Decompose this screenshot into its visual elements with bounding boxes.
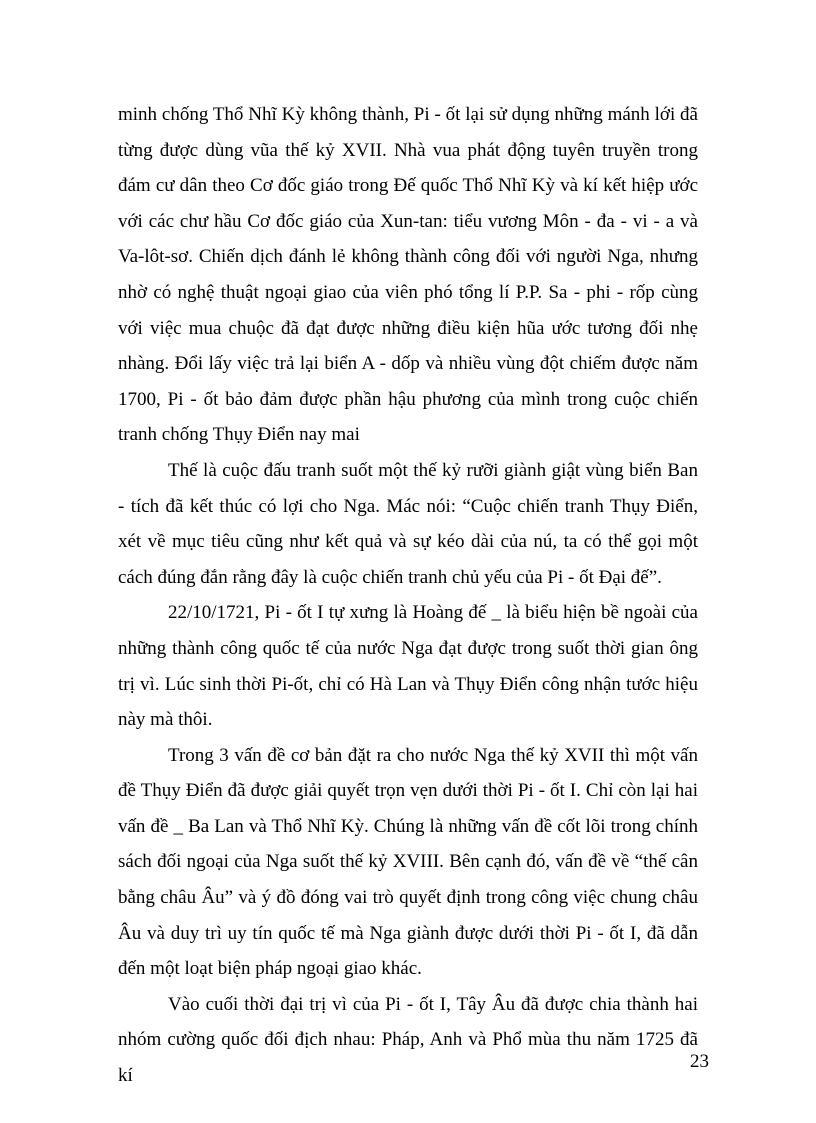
- paragraph: 22/10/1721, Pi - ốt I tự xưng là Hoàng đế _ là biểu hiện bề ngoài của những thành công quốc tế của nước Nga đạt được trong suốt thời gian ông trị vì. Lúc sinh thời Pi-ốt, chỉ có Hà Lan và Thụy Điển công nhận tước hiệu này mà thôi.: [118, 602, 698, 731]
- paragraph-continuation: minh chống Thổ Nhĩ Kỳ không thành, Pi - ốt lại sử dụng những mánh lới đã từng được dùng vũa thế kỷ XVII. Nhà vua phát động tuyên truyền trong đám cư dân theo Cơ đốc giáo trong Đế quốc Thổ Nhĩ Kỳ và kí kết hiệp ước với các chư hầu Cơ đốc giáo của Xun-tan: tiểu vương Môn - đa - vi - a và Va-lôt-sơ. Chiến dịch đánh lẻ không thành công đối với người Nga, nhưng nhờ có nghệ thuật ngoại giao của viên phó tổng lí P.P. Sa - phi - rốp cùng với việc mua chuộc đã đạt được những điều kiện hũa ước tương đối nhẹ nhàng. Đổi lấy việc trả lại biển A - dốp và nhiều vùng đột chiếm được năm 1700, Pi - ốt bảo đảm được phần hậu phương của mình trong cuộc chiến tranh chống Thụy Điển nay mai: [118, 104, 698, 446]
- paragraph: Trong 3 vấn đề cơ bản đặt ra cho nước Nga thế kỷ XVII thì một vấn đề Thụy Điển đã được giải quyết trọn vẹn dưới thời Pi - ốt I. Chỉ còn lại hai vấn đề _ Ba Lan và Thổ Nhĩ Kỳ. Chúng là những vấn đề cốt lõi trong chính sách đối ngoại của Nga suốt thế kỷ XVIII. Bên cạnh đó, vấn đề về “thế cân bằng châu Âu” và ý đồ đóng vai trò quyết định trong công việc chung châu Âu và duy trì uy tín quốc tế mà Nga giành được dưới thời Pi - ốt I, đã dẫn đến một loạt biện pháp ngoại giao khác.: [118, 744, 698, 980]
- page-number: 23: [690, 1051, 709, 1072]
- paragraph: Thế là cuộc đấu tranh suốt một thế kỷ rưỡi giành giật vùng biển Ban - tích đã kết thúc có lợi cho Nga. Mác nói: “Cuộc chiến tranh Thụy Điển, xét về mục tiêu cũng như kết quả và sự kéo dài của nú, ta có thể gọi một cách đúng đắn rằng đây là cuộc chiến tranh chủ yếu của Pi - ốt Đại đế”.: [118, 459, 698, 588]
- paragraph: Vào cuối thời đại trị vì của Pi - ốt I, Tây Âu đã được chia thành hai nhóm cường quốc đối địch nhau: Pháp, Anh và Phổ mùa thu năm 1725 đã kí: [118, 993, 698, 1087]
- body-text: [118, 97, 698, 1094]
